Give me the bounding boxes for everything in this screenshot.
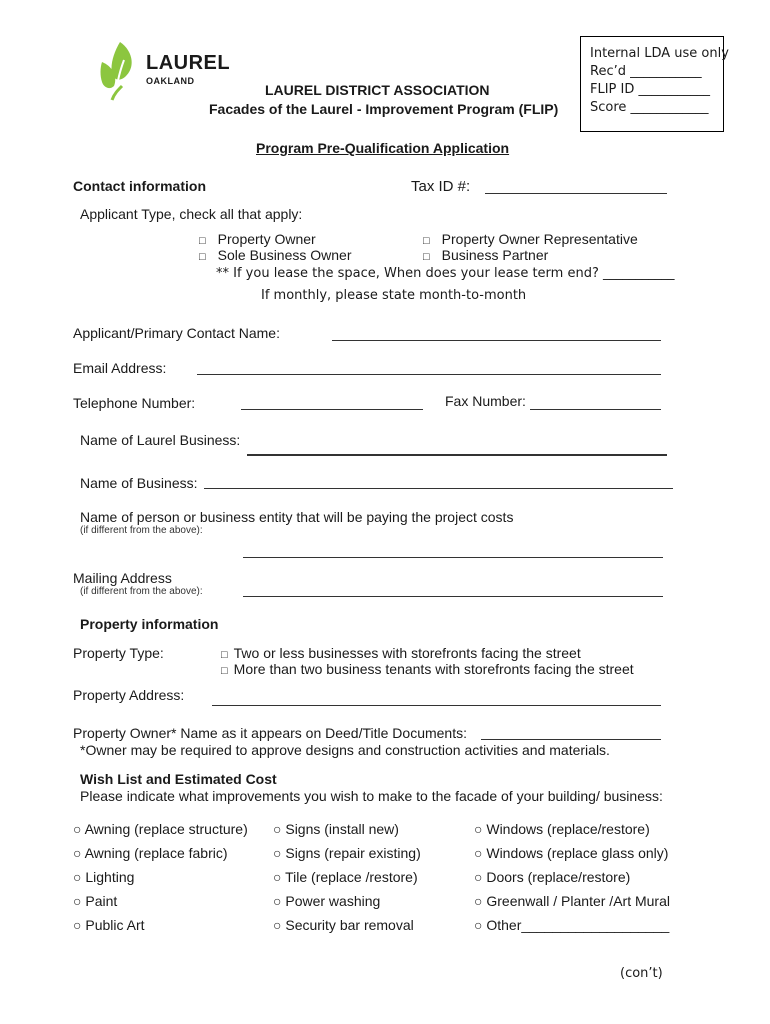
flip-id-field[interactable]: FLIP ID ___________	[590, 82, 711, 97]
applicant-type-label: Applicant Type, check all that apply:	[80, 206, 303, 222]
wish-item[interactable]	[474, 917, 669, 933]
mailing-note: (if different from the above):	[80, 586, 203, 597]
checkbox-icon: □	[221, 649, 228, 661]
property-heading: Property information	[80, 616, 219, 632]
checkbox-icon: □	[199, 235, 206, 247]
wish-item[interactable]	[273, 917, 414, 933]
checkbox-two-or-less[interactable]	[221, 645, 581, 661]
radio-icon: ○	[273, 821, 282, 837]
wish-item[interactable]	[73, 917, 145, 933]
option-label: Property Owner	[217, 231, 316, 247]
radio-icon: ○	[73, 845, 82, 861]
wish-item[interactable]	[474, 845, 668, 861]
org-title: LAUREL DISTRICT ASSOCIATION	[265, 82, 490, 98]
radio-icon: ○	[73, 869, 82, 885]
wish-label: Awning (replace structure)	[84, 821, 248, 837]
wish-label: Public Art	[85, 917, 145, 933]
radio-icon: ○	[474, 821, 483, 837]
wish-label: Signs (install new)	[285, 821, 399, 837]
owner-note: *Owner may be required to approve designs and construction activities and materials.	[80, 742, 610, 758]
email-input[interactable]	[197, 374, 661, 375]
wish-item[interactable]	[474, 869, 630, 885]
fax-label: Fax Number:	[445, 393, 526, 409]
payer-input[interactable]	[243, 557, 663, 558]
radio-icon: ○	[474, 845, 483, 861]
telephone-input[interactable]	[241, 409, 423, 410]
wish-label: Paint	[85, 893, 118, 909]
business-name-input[interactable]	[204, 488, 673, 489]
logo-word: LAUREL	[146, 52, 231, 74]
internal-use-title: Internal LDA use only	[590, 46, 729, 61]
wish-label: Windows (replace glass only)	[486, 845, 669, 861]
leaf-icon	[98, 40, 140, 102]
wish-label: Power washing	[285, 893, 381, 909]
program-title: Facades of the Laurel - Improvement Program (FLIP)	[209, 101, 559, 117]
property-owner-input[interactable]	[481, 739, 661, 740]
email-label: Email Address:	[73, 360, 167, 376]
contact-heading: Contact information	[73, 178, 206, 194]
internal-use-box	[580, 36, 729, 132]
option-label: Property Owner Representative	[441, 231, 638, 247]
mailing-label: Mailing Address	[73, 570, 172, 586]
tax-id-label: Tax ID #:	[411, 178, 471, 195]
primary-contact-label: Applicant/Primary Contact Name:	[73, 325, 280, 341]
property-address-input[interactable]	[212, 705, 661, 706]
wish-label: Signs (repair existing)	[285, 845, 421, 861]
radio-icon: ○	[273, 893, 282, 909]
option-label: Business Partner	[441, 247, 549, 263]
score-field[interactable]: Score ____________	[590, 100, 709, 115]
checkbox-property-owner[interactable]	[199, 231, 316, 247]
wish-label: Doors (replace/restore)	[486, 869, 631, 885]
laurel-business-input[interactable]	[247, 454, 667, 456]
wishlist-heading: Wish List and Estimated Cost	[80, 771, 277, 787]
wish-item[interactable]	[474, 893, 670, 909]
checkbox-partner[interactable]	[423, 247, 548, 263]
radio-icon: ○	[273, 869, 282, 885]
option-label: Two or less businesses with storefronts facing the street	[233, 645, 581, 661]
wish-item[interactable]	[73, 821, 248, 837]
property-owner-label: Property Owner* Name as it appears on Deed/Title Documents:	[73, 725, 467, 741]
wish-item[interactable]	[273, 869, 418, 885]
radio-icon: ○	[73, 893, 82, 909]
radio-icon: ○	[474, 893, 483, 909]
wish-item[interactable]	[474, 821, 650, 837]
radio-icon: ○	[474, 917, 483, 933]
recd-field[interactable]: Rec’d ___________	[590, 64, 702, 79]
radio-icon: ○	[73, 821, 82, 837]
checkbox-icon: □	[221, 665, 228, 677]
wish-item[interactable]	[273, 845, 421, 861]
wish-label: Windows (replace/restore)	[486, 821, 650, 837]
wish-label: Security bar removal	[285, 917, 414, 933]
wish-item[interactable]	[73, 869, 134, 885]
property-type-label: Property Type:	[73, 645, 164, 661]
radio-icon: ○	[273, 917, 282, 933]
mailing-input[interactable]	[243, 596, 663, 597]
checkbox-more-than-two[interactable]	[221, 661, 634, 677]
checkbox-owner-rep[interactable]	[423, 231, 638, 247]
wish-item[interactable]	[273, 821, 399, 837]
fax-input[interactable]	[530, 409, 661, 410]
continued-note: (con’t)	[620, 966, 663, 981]
option-label: More than two business tenants with storefronts facing the street	[233, 661, 634, 677]
checkbox-sole-owner[interactable]	[199, 247, 352, 263]
wish-label: Greenwall / Planter /Art Mural	[486, 893, 670, 909]
logo	[98, 40, 231, 102]
payer-label: Name of person or business entity that will be paying the project costs	[80, 509, 514, 525]
wish-label: Awning (replace fabric)	[84, 845, 228, 861]
checkbox-icon: □	[199, 251, 206, 263]
checkbox-icon: □	[423, 235, 430, 247]
form-title: Program Pre-Qualification Application	[256, 140, 510, 156]
lease-note-monthly: If monthly, please state month-to-month	[261, 288, 527, 303]
wishlist-instruction: Please indicate what improvements you wish to make to the facade of your building/ business:	[80, 788, 663, 804]
checkbox-icon: □	[423, 251, 430, 263]
option-label: Sole Business Owner	[217, 247, 352, 263]
primary-contact-input[interactable]	[332, 340, 661, 341]
laurel-business-label: Name of Laurel Business:	[80, 432, 241, 448]
wish-item[interactable]	[73, 893, 117, 909]
property-address-label: Property Address:	[73, 687, 185, 703]
wish-label: Tile (replace /restore)	[285, 869, 418, 885]
wish-label: Lighting	[85, 869, 135, 885]
radio-icon: ○	[273, 845, 282, 861]
lease-note: ** If you lease the space, When does your lease term end? ___________	[216, 266, 675, 281]
radio-icon: ○	[73, 917, 82, 933]
wish-label: Other___________________	[486, 917, 670, 933]
radio-icon: ○	[474, 869, 483, 885]
telephone-label: Telephone Number:	[73, 395, 196, 411]
wish-item[interactable]	[73, 845, 228, 861]
payer-note: (if different from the above):	[80, 525, 203, 536]
logo-sub: OAKLAND	[146, 76, 195, 86]
tax-id-input[interactable]	[485, 193, 667, 194]
business-name-label: Name of Business:	[80, 475, 198, 491]
wish-item[interactable]	[273, 893, 380, 909]
